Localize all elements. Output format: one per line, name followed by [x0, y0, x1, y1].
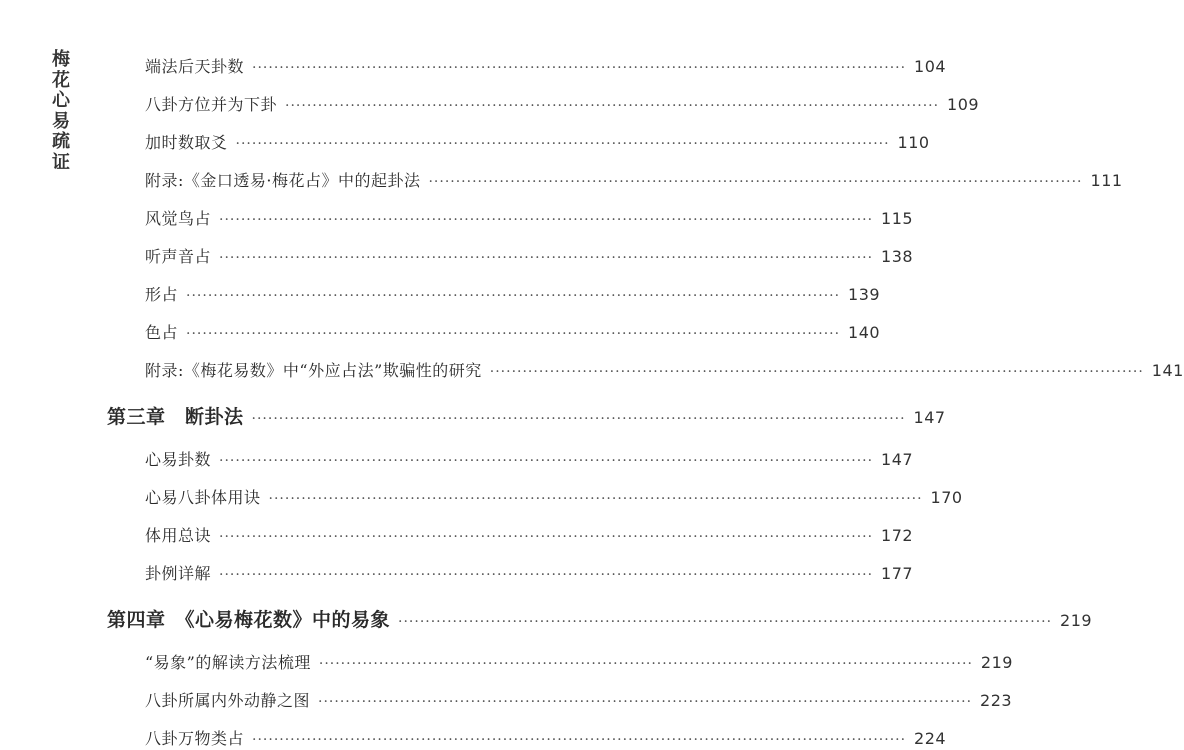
leader-dots: ························································································································: [186, 288, 841, 304]
toc-entry: [145, 358, 1184, 382]
toc-entry-page: 223: [980, 691, 1013, 710]
toc-entry: [145, 282, 881, 306]
toc-chapter-title: 第四章 《心易梅花数》中的易象: [107, 609, 391, 631]
toc-entry-title: 色占: [145, 323, 179, 342]
side-title-char: 花: [52, 69, 70, 91]
leader-dots: ························································································································: [318, 694, 973, 710]
toc-entry: [145, 168, 1123, 192]
toc-entry: [145, 688, 1013, 712]
toc-entry: [145, 650, 1013, 674]
toc-entry-page: 138: [881, 247, 914, 266]
toc-entry-title: 形占: [145, 285, 179, 304]
toc-chapter-page: 147: [913, 408, 946, 427]
leader-dots: ························································································································: [186, 326, 841, 342]
toc-entry-page: 104: [914, 57, 947, 76]
toc-entry-title: 心易卦数: [145, 450, 212, 469]
toc-entry: [145, 523, 914, 547]
leader-dots: ························································································································: [219, 529, 874, 545]
toc-entry-title: 附录:《梅花易数》中“外应占法”欺骗性的研究: [145, 361, 482, 380]
leader-dots: ························································································································: [268, 491, 923, 507]
leader-dots: ························································································································: [428, 174, 1083, 190]
side-title-char: 疏: [52, 131, 70, 152]
toc-entry-title: 八卦所属内外动静之图: [145, 691, 311, 710]
toc-entry-title: “易象”的解读方法梳理: [145, 653, 311, 672]
side-title-char: 易: [52, 110, 70, 132]
leader-dots: ························································································································: [251, 411, 906, 427]
toc-entry-title: 听声音占: [145, 247, 212, 266]
toc-entry: [145, 561, 914, 585]
leader-dots: ························································································································: [219, 250, 874, 266]
toc-entry: [145, 92, 980, 116]
leader-dots: ························································································································: [219, 567, 874, 583]
toc-chapter: [107, 605, 1093, 631]
leader-dots: ························································································································: [219, 212, 874, 228]
toc-chapter: [107, 402, 946, 428]
leader-dots: ························································································································: [285, 98, 940, 114]
toc-entry-title: 风觉鸟占: [145, 209, 212, 228]
toc-chapter-title: 第三章 断卦法: [107, 406, 244, 428]
toc-entry-title: 心易八卦体用诀: [145, 488, 261, 507]
toc-entry-page: 147: [881, 450, 914, 469]
toc-entry: [145, 726, 947, 750]
leader-dots: ························································································································: [318, 656, 973, 672]
toc-entry-title: 体用总诀: [145, 526, 212, 545]
toc-entry-title: 附录:《金口透易·梅花占》中的起卦法: [145, 171, 421, 190]
toc-entry-page: 219: [980, 653, 1013, 672]
leader-dots: ························································································································: [219, 453, 874, 469]
toc-entry-title: 八卦万物类占: [145, 729, 245, 748]
toc-entry-page: 141: [1151, 361, 1184, 380]
toc-entry-page: 110: [897, 133, 930, 152]
side-title-char: 梅: [52, 49, 70, 70]
toc-entry-title: 八卦方位并为下卦: [145, 95, 278, 114]
toc-entry-title: 端法后天卦数: [145, 57, 245, 76]
toc-entry-page: 177: [881, 564, 914, 583]
leader-dots: ························································································································: [252, 732, 907, 748]
toc-entry-page: 115: [881, 209, 914, 228]
leader-dots: ························································································································: [398, 614, 1053, 630]
toc-entry: [145, 206, 914, 230]
toc-entry-page: 224: [914, 729, 947, 748]
toc-entry: [145, 485, 963, 509]
leader-dots: ························································································································: [252, 60, 907, 76]
toc-entry-page: 140: [848, 323, 881, 342]
toc-entry: [145, 54, 947, 78]
toc-entry: [145, 130, 930, 154]
toc-entry: [145, 447, 914, 471]
toc-entry: [145, 244, 914, 268]
leader-dots: ························································································································: [235, 136, 890, 152]
toc-chapter-page: 219: [1060, 611, 1093, 630]
leader-dots: ························································································································: [489, 364, 1144, 380]
toc-entry-title: 加时数取爻: [145, 133, 228, 152]
toc-entry-page: 172: [881, 526, 914, 545]
side-title-char: 证: [52, 151, 70, 173]
toc-entry-page: 111: [1090, 171, 1123, 190]
toc-entry-page: 109: [947, 95, 980, 114]
toc-entry-title: 卦例详解: [145, 564, 212, 583]
toc-entry-page: 139: [848, 285, 881, 304]
toc-entry-page: 170: [930, 488, 963, 507]
toc-entry: [145, 320, 881, 344]
side-title-char: 心: [52, 90, 70, 111]
